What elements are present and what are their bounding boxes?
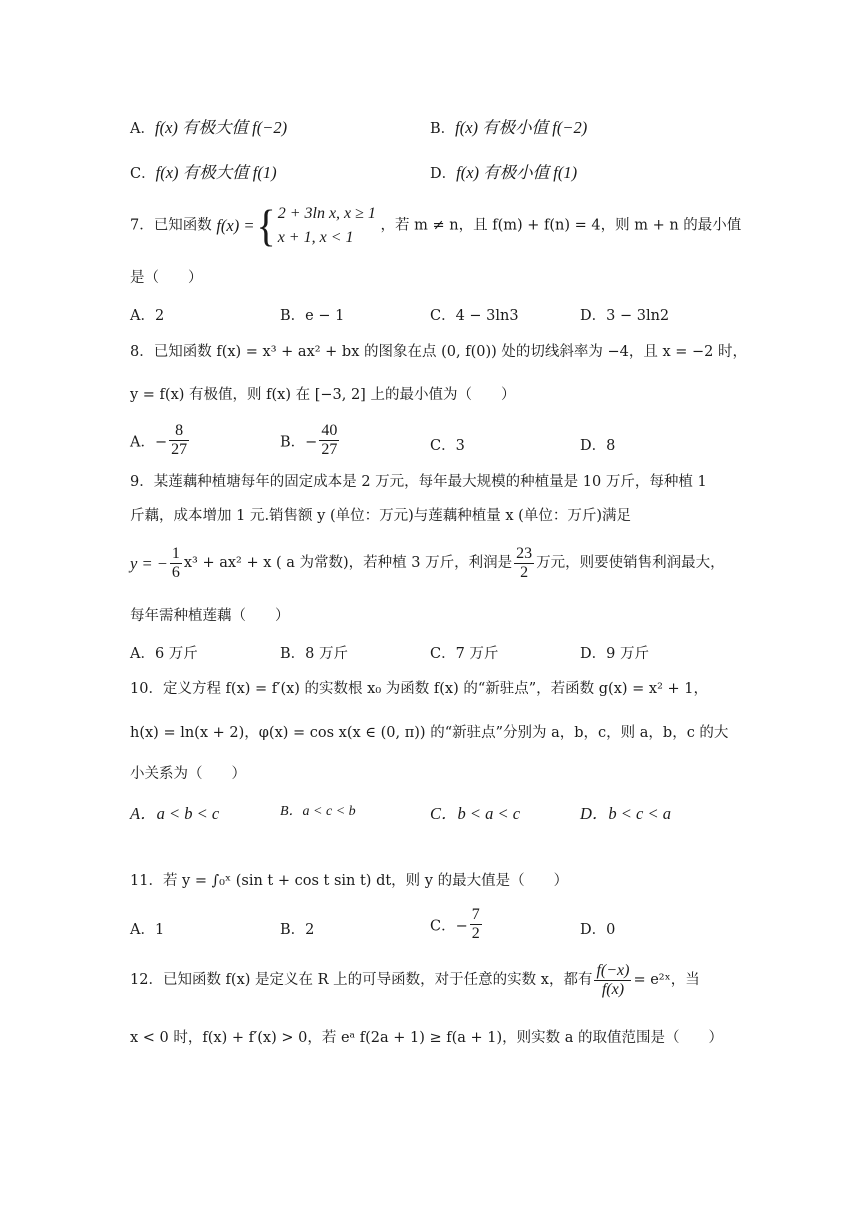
q7-stem-mid: ，若 m ≠ n，且 f(m) + f(n) = 4，则 m + n 的最小值 — [380, 217, 742, 234]
q6-option-a-label: A． — [130, 121, 155, 137]
q7-option-c: C．4 − 3ln3 — [430, 308, 519, 324]
q11-stem: 11．若 y = ∫₀ˣ (sin t + cos t sin t) dt，则 y 的最大值是（ ） — [130, 873, 569, 889]
q6-option-b-text: f(x) 有极小值 f(−2) — [455, 118, 588, 137]
q7-case-1: 2 + 3ln x, x ≥ 1 — [277, 205, 376, 222]
q11-option-c-label: C．− — [430, 918, 468, 935]
q9-option-d: D．9 万斤 — [580, 646, 649, 662]
q12-line-1-b: = e²ˣ，当 — [633, 972, 700, 989]
q11-option-c-num: 7 — [470, 906, 482, 925]
q9-option-a: A．6 万斤 — [130, 646, 198, 662]
q10-line-3: 小关系为（ ） — [130, 766, 246, 782]
q8-option-a-num: 8 — [169, 422, 189, 441]
q8-option-a-den: 27 — [171, 441, 188, 459]
q10-option-b: B．a < c < b — [280, 804, 356, 819]
q8-option-a-fraction — [169, 422, 189, 460]
q6-option-d — [430, 163, 577, 183]
q7-case-2: x + 1, x < 1 — [277, 229, 354, 246]
q10-option-d: D．b < c < a — [580, 804, 672, 823]
q10-option-a: A．a < b < c — [130, 804, 220, 823]
q9-option-c: C．7 万斤 — [430, 646, 499, 662]
q6-option-a — [130, 118, 287, 138]
q8-line-1: 8．已知函数 f(x) = x³ + ax² + bx 的图象在点 (0, f(0)) 处的切线斜率为 −4，且 x = −2 时， — [130, 344, 747, 360]
q9-line-2: 斤藕，成本增加 1 元.销售额 y (单位：万元)与莲藕种植量 x (单位：万斤)满足 — [130, 508, 631, 524]
q12-line-1 — [130, 962, 700, 1000]
q9-line-4: 每年需种植莲藕（ ） — [130, 608, 290, 624]
q9-option-b: B．8 万斤 — [280, 646, 348, 662]
q7-stem — [130, 202, 741, 250]
q12-frac-den: f(x) — [601, 981, 625, 999]
q11-option-b: B．2 — [280, 922, 315, 938]
q6-option-d-label: D． — [430, 166, 457, 182]
q7-stem-prefix: 7．已知函数 — [130, 217, 212, 234]
q8-option-b-den: 27 — [321, 441, 338, 459]
q8-option-b — [280, 422, 341, 460]
q11-option-d: D．0 — [580, 922, 616, 938]
q8-option-c: C．3 — [430, 438, 465, 454]
q9-frac2-den: 2 — [520, 564, 529, 582]
q7-stem-end: 是（ ） — [130, 270, 203, 286]
q6-option-b — [430, 118, 587, 138]
q11-option-c-den: 2 — [471, 925, 480, 943]
q9-frac1-den: 6 — [171, 564, 180, 582]
q6-option-a-text: f(x) 有极大值 f(−2) — [154, 118, 288, 137]
q8-option-a — [130, 422, 191, 460]
q6-option-c-text: f(x) 有极大值 f(1) — [155, 163, 277, 182]
q11-option-c — [430, 906, 484, 944]
q7-option-a: A．2 — [130, 308, 165, 324]
q9-line-1: 9．某莲藕种植塘每年的固定成本是 2 万元，每年最大规模的种植量是 10 万斤，每种植 1 — [130, 474, 707, 490]
q6-option-c — [130, 163, 277, 183]
q7-brace: { — [256, 200, 276, 251]
q9-line-3-c: 万元，则要使销售利润最大， — [536, 555, 725, 572]
q12-line-2: x < 0 时，f(x) + f′(x) > 0，若 eᵃ f(2a + 1) ≥ f(a + 1)，则实数 a 的取值范围是（ ） — [130, 1030, 724, 1046]
q9-fraction-2 — [514, 545, 534, 583]
q9-line-3 — [130, 545, 725, 583]
q9-fraction-1 — [170, 545, 182, 583]
q9-line-3-a: y = − — [130, 553, 168, 573]
q10-line-2: h(x) = ln(x + 2)，φ(x) = cos x(x ∈ (0, π)) 的“新驻点”分别为 a，b，c，则 a，b，c 的大 — [130, 725, 729, 741]
q7-cases — [278, 202, 376, 250]
q9-frac1-num: 1 — [170, 545, 182, 564]
q12-line-1-a: 12．已知函数 f(x) 是定义在 R 上的可导函数，对于任意的实数 x，都有 — [130, 972, 593, 989]
q9-frac2-num: 23 — [514, 545, 534, 564]
q8-option-b-label: B．− — [280, 434, 318, 451]
q11-option-c-fraction — [470, 906, 482, 944]
q7-option-b: B．e − 1 — [280, 308, 345, 324]
q11-option-a: A．1 — [130, 922, 165, 938]
q9-line-3-b: x³ + ax² + x ( a 为常数)，若种植 3 万斤，利润是 — [183, 555, 513, 572]
q8-option-d: D．8 — [580, 438, 616, 454]
q8-option-b-num: 40 — [319, 422, 339, 441]
q8-option-b-fraction — [319, 422, 339, 460]
q12-fraction — [594, 962, 631, 1000]
q6-option-d-text: f(x) 有极小值 f(1) — [456, 163, 578, 182]
q12-frac-num: f(−x) — [594, 962, 631, 981]
q10-option-c: C．b < a < c — [430, 804, 521, 823]
q7-func: f(x) = — [216, 216, 255, 236]
q10-line-1: 10．定义方程 f(x) = f′(x) 的实数根 x₀ 为函数 f(x) 的“新驻点”，若函数 g(x) = x² + 1， — [130, 681, 708, 697]
q6-option-b-label: B． — [430, 121, 456, 137]
q7-option-d: D．3 − 3ln2 — [580, 308, 670, 324]
q6-option-c-label: C． — [130, 166, 156, 182]
q8-line-2: y = f(x) 有极值，则 f(x) 在 [−3, 2] 上的最小值为（ ） — [130, 387, 516, 403]
q8-option-a-label: A．− — [130, 434, 168, 451]
